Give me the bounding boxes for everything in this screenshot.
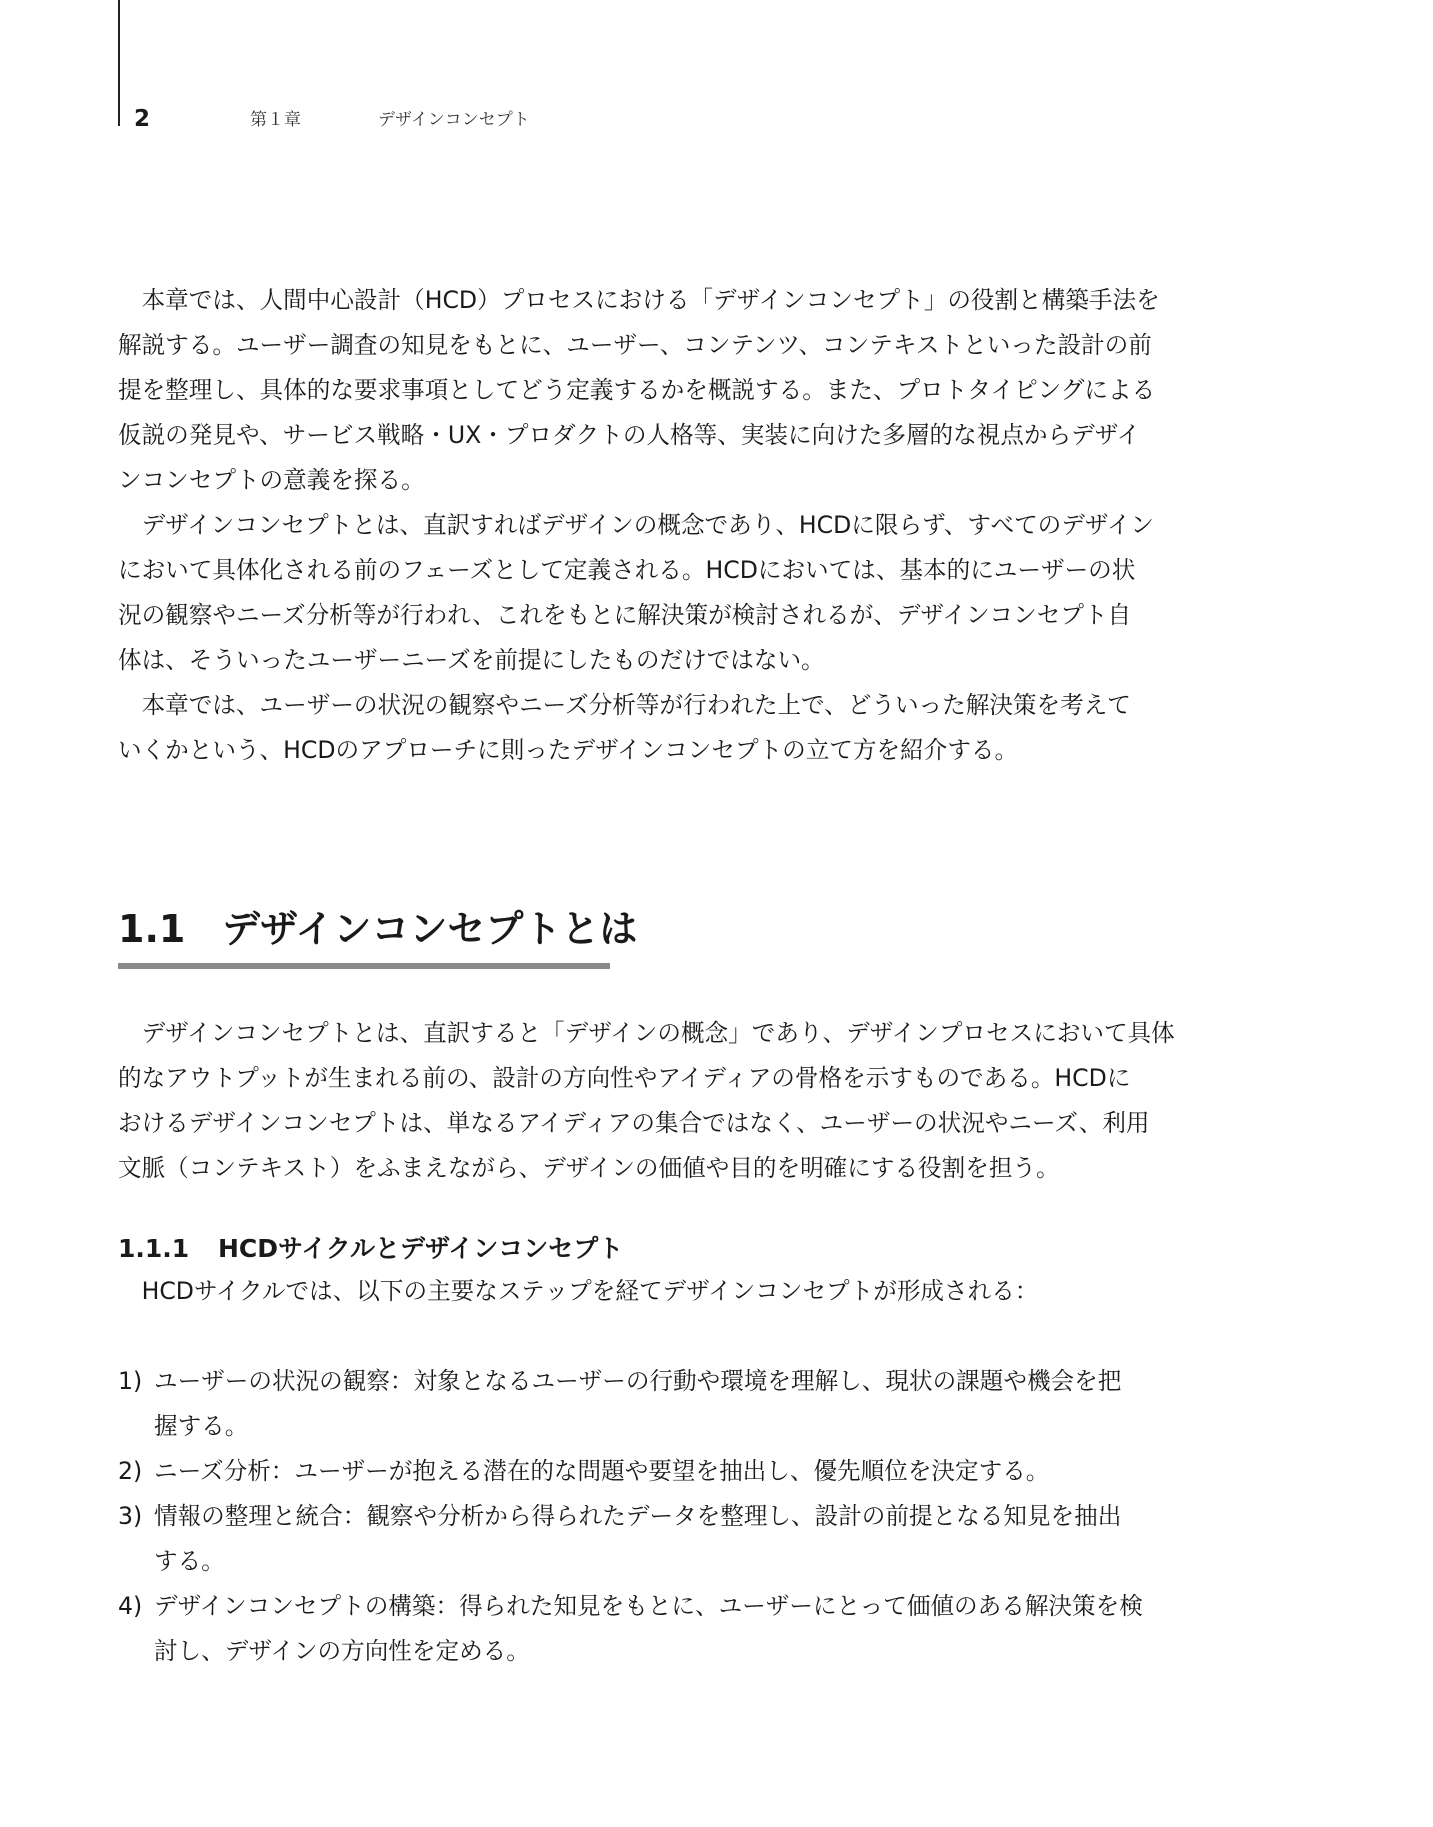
text-line: 提を整理し、具体的な要求事項としてどう定義するかを概説する。また、プロトタイピングによる — [118, 376, 1156, 404]
section-title: デザインコンセプトとは — [222, 907, 638, 951]
chapter-title: デザインコンセプト — [378, 110, 530, 130]
text-line: 握する。 — [154, 1412, 249, 1440]
text-line: 本章では、人間中心設計（HCD）プロセスにおける「デザインコンセプト」の役割と構築手法を — [141, 286, 1160, 314]
subsection-title: HCDサイクルとデザインコンセプト — [218, 1234, 624, 1263]
list-item-number: 1) — [118, 1367, 143, 1395]
text-line: 本章では、ユーザーの状況の観察やニーズ分析等が行われた上で、どういった解決策を考えて — [141, 691, 1131, 719]
subsection-heading — [118, 1229, 1148, 1269]
text-line: デザインコンセプトとは、直訳すればデザインの概念であり、HCDに限らず、すべてのデザイン — [141, 511, 1155, 539]
text-line: 体は、そういったユーザーニーズを前提にしたものだけではない。 — [118, 646, 825, 674]
text-line: デザインコンセプトとは、直訳すると「デザインの概念」であり、デザインプロセスにおいて具体 — [141, 1019, 1175, 1047]
margin-rule — [118, 0, 120, 126]
text-line: 的なアウトプットが生まれる前の、設計の方向性やアイディアの骨格を示すものである。HCDに — [118, 1064, 1131, 1092]
list-item-number: 2) — [118, 1457, 143, 1485]
steps-list — [118, 1359, 1148, 1674]
text-line: ユーザーの状況の観察：対象となるユーザーの行動や環境を理解し、現状の課題や機会を把 — [154, 1367, 1122, 1395]
subsection-number: 1.1.1 — [118, 1234, 190, 1263]
list-item-number: 4) — [118, 1592, 143, 1620]
text-line: 情報の整理と統合：観察や分析から得られたデータを整理し、設計の前提となる知見を抽出 — [154, 1502, 1122, 1530]
text-line: ニーズ分析：ユーザーが抱える潜在的な問題や要望を抽出し、優先順位を決定する。 — [154, 1457, 1050, 1485]
section-number: 1.1 — [118, 907, 186, 951]
list-item — [118, 1359, 1148, 1449]
running-header — [134, 104, 1134, 134]
list-item — [118, 1584, 1148, 1674]
text-line: いくかという、HCDのアプローチに則ったデザインコンセプトの立て方を紹介する。 — [118, 736, 1019, 764]
text-line: において具体化される前のフェーズとして定義される。HCDにおいては、基本的にユーザーの状 — [118, 556, 1136, 584]
text-line: おけるデザインコンセプトは、単なるアイディアの集合ではなく、ユーザーの状況やニーズ、利用 — [118, 1109, 1150, 1137]
intro-paragraph-1 — [118, 278, 1160, 503]
text-line: 文脈（コンテキスト）をふまえながら、デザインの価値や目的を明確にする役割を担う。 — [118, 1154, 1060, 1182]
text-line: 況の観察やニーズ分析等が行われ、これをもとに解決策が検討されるが、デザインコンセプト自 — [118, 601, 1132, 629]
page-number: 2 — [134, 106, 151, 132]
section-body-paragraph — [118, 1011, 1175, 1191]
list-item — [118, 1449, 1148, 1494]
list-item — [118, 1494, 1148, 1584]
page-content — [118, 278, 1175, 1674]
section-heading — [118, 903, 638, 969]
text-line: 解説する。ユーザー調査の知見をもとに、ユーザー、コンテンツ、コンテキストといった設計の前 — [118, 331, 1152, 359]
subsection-intro: HCDサイクルでは、以下の主要なステップを経てデザインコンセプトが形成される： — [141, 1277, 1039, 1305]
chapter-label: 第１章 — [250, 110, 301, 130]
text-line: 討し、デザインの方向性を定める。 — [154, 1637, 530, 1665]
list-item-number: 3) — [118, 1502, 143, 1530]
intro-paragraph-2 — [118, 503, 1155, 683]
text-line: 仮説の発見や、サービス戦略・UX・プロダクトの人格等、実装に向けた多層的な視点からデザイ — [118, 421, 1141, 449]
text-line: する。 — [154, 1547, 225, 1575]
text-line: デザインコンセプトの構築：得られた知見をもとに、ユーザーにとって価値のある解決策を検 — [154, 1592, 1143, 1620]
intro-paragraph-3 — [118, 683, 1148, 773]
text-line: ンコンセプトの意義を探る。 — [118, 466, 425, 494]
